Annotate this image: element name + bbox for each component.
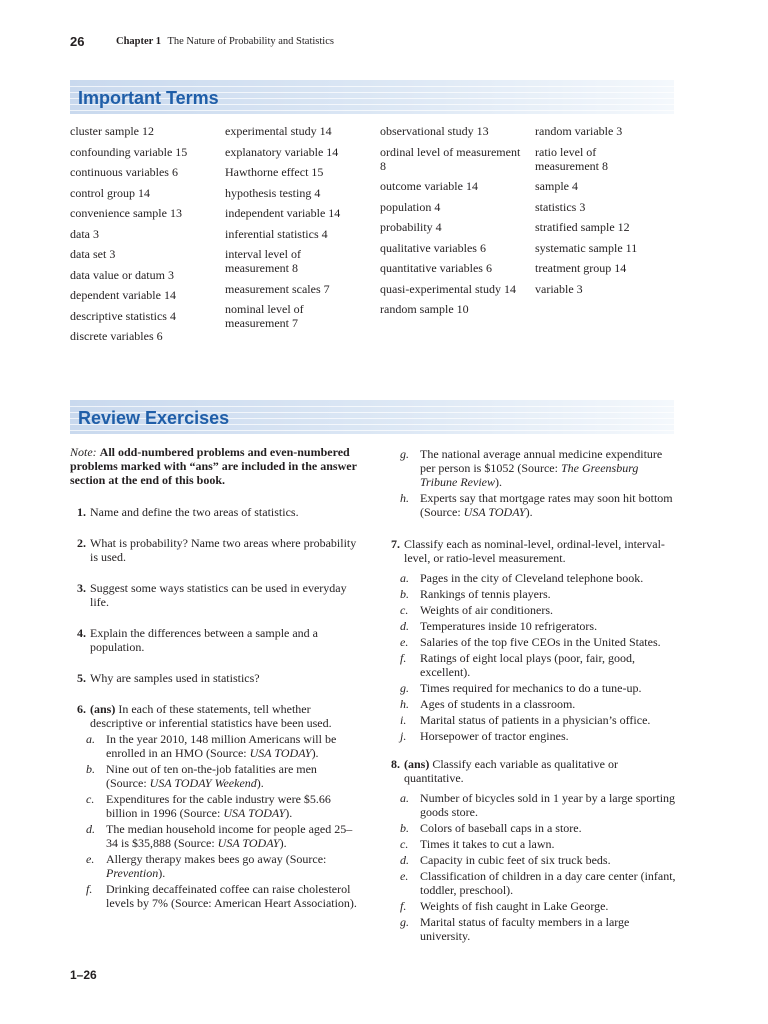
term: convenience sample 13 — [70, 206, 182, 220]
problem-7j: j. Horsepower of tractor engines. — [400, 729, 569, 743]
problem-7a: a. Pages in the city of Cleveland telephone book. — [400, 571, 644, 585]
problem-text: Suggest some ways statistics can be used in everyday life. — [90, 581, 347, 609]
term: ratio level of measurement 8 — [535, 144, 608, 173]
sub-text: Drinking decaffeinated coffee can raise cholesterol levels by 7% (Source: American Heart Association). — [106, 882, 357, 910]
problem-6c: c. Expenditures for the cable industry were $5.66 billion in 1996 (Source: USA TODAY). — [86, 792, 331, 820]
sub-text: Marital status of patients in a physician’s office. — [420, 713, 651, 727]
source-name: USA TODAY — [463, 505, 526, 519]
page-number: 26 — [70, 34, 85, 49]
problem-text: Classify each variable as qualitative or quantitative. — [404, 757, 618, 785]
note-text: All odd-numbered problems and even-numbered problems marked with “ans” are included in the answer section at the end of this book. — [70, 445, 357, 487]
review-exercises-heading: Review Exercises — [78, 408, 230, 428]
sub-text: Weights of air conditioners. — [420, 603, 554, 617]
problem-text: What is probability? Name two areas where probability is used. — [90, 536, 357, 564]
term: population 4 — [380, 199, 441, 214]
exercises-left-column — [70, 445, 360, 910]
term: statistics 3 — [535, 199, 586, 214]
term: confounding variable 15 — [70, 144, 188, 159]
term: stratified sample 12 — [535, 220, 630, 234]
sub-text: Experts say that mortgage rates may soon hit bottom (Source: — [420, 491, 673, 519]
sub-text: Expenditures for the cable industry were $5.66 billion in 1996 (Source: — [106, 792, 331, 820]
problem-6g: g. The national average annual medicine expenditure per person is $1052 (Source: The Greensburg Tribune Review). — [400, 447, 663, 489]
problem-8d: d. Capacity in cubic feet of six truck beds. — [400, 853, 611, 867]
problem-6b: b. Nine out of ten on-the-job fatalities are men (Source: USA TODAY Weekend). — [86, 762, 317, 790]
term: measurement scales 7 — [225, 281, 330, 296]
terms-column-2 — [225, 124, 355, 337]
problem-7f: f. Ratings of eight local plays (poor, fair, good, excellent). — [400, 651, 635, 679]
problem-7i: i. Marital status of patients in a physician’s office. — [400, 713, 651, 727]
sub-text: Times it takes to cut a lawn. — [420, 837, 555, 851]
important-terms-heading: Important Terms — [78, 88, 219, 108]
sub-text: Pages in the city of Cleveland telephone book. — [420, 571, 644, 585]
term: interval level of measurement 8 — [225, 247, 301, 275]
term: continuous variables 6 — [70, 165, 178, 179]
sub-text: Colors of baseball caps in a store. — [420, 821, 582, 835]
problem-7h: h. Ages of students in a classroom. — [400, 697, 576, 711]
sub-text: Weights of fish caught in Lake George. — [420, 899, 609, 913]
ans-marker: (ans) — [404, 757, 430, 771]
term: data 3 — [70, 226, 99, 241]
review-exercises-banner — [70, 400, 674, 434]
exercises-right-column — [384, 445, 676, 943]
problem-8c: c. Times it takes to cut a lawn. — [400, 837, 555, 851]
term: variable 3 — [535, 281, 583, 296]
term: inferential statistics 4 — [225, 226, 328, 241]
problem-8g: g. Marital status of faculty members in a large university. — [400, 915, 630, 943]
problem-7c: c. Weights of air conditioners. — [400, 603, 554, 617]
problem-6h: h. Experts say that mortgage rates may soon hit bottom (Source: USA TODAY). — [400, 491, 673, 519]
term: explanatory variable 14 — [225, 144, 339, 159]
term: ordinal level of measurement 8 — [380, 144, 521, 173]
sub-text: Ratings of eight local plays (poor, fair, good, excellent). — [420, 651, 635, 679]
chapter-label: Chapter 1 — [116, 36, 162, 47]
problem-7e: e. Salaries of the top five CEOs in the United States. — [400, 635, 661, 649]
sub-text: Ages of students in a classroom. — [420, 697, 576, 711]
term: experimental study 14 — [225, 124, 332, 138]
term: nominal level of measurement 7 — [225, 302, 304, 330]
term: quasi-experimental study 14 — [380, 281, 516, 296]
problem-8e: e. Classification of children in a day care center (infant, toddler, preschool). — [400, 869, 676, 897]
term: probability 4 — [380, 220, 442, 234]
problem-2: 2. What is probability? Name two areas where probability is used. — [77, 536, 357, 564]
note-label: Note: — [70, 445, 97, 459]
term: dependent variable 14 — [70, 288, 176, 302]
problem-text: In each of these statements, tell whether descriptive or inferential statistics have been used. — [90, 702, 332, 730]
problem-8f: f. Weights of fish caught in Lake George. — [400, 899, 609, 913]
term: random variable 3 — [535, 124, 623, 138]
problem-8b: b. Colors of baseball caps in a store. — [400, 821, 582, 835]
terms-column-4 — [535, 124, 655, 302]
term: data set 3 — [70, 247, 116, 261]
term: systematic sample 11 — [535, 240, 638, 255]
problem-6: 6. (ans) In each of these statements, tell whether descriptive or inferential statistics have been used. a. In the year 2010, 148 million Americans will be enrolled in an HMO (Source: USA TODAY). b. Nine out of ten on-the-job fatalities are men (Source: USA TODAY Weekend). c. Expenditures for the cable industry were $5.66 billion in 1996 (Source: USA TODAY). d. The median household income for people aged 25–34 is $35,888 (Source: USA TODAY). e. Allergy therapy makes bees go away (Source: Prevention). f. Drinking decaffeinated coffee can raise cholesterol levels by 7% (Source: American Heart Association). — [70, 702, 360, 910]
problem-6a: a. In the year 2010, 148 million Americans will be enrolled in an HMO (Source: USA TODAY). — [86, 732, 337, 760]
term: control group 14 — [70, 185, 150, 200]
term: hypothesis testing 4 — [225, 185, 321, 200]
problem-8: 8. (ans) Classify each variable as qualitative or quantitative. a. Number of bicycles sold in 1 year by a large sporting goods store. b. Colors of baseball caps in a store. c. Times it takes to cut a lawn. d. Capacity in cubic feet of six truck beds. e. Classification of children in a day care center (infant, toddler, preschool). f. Weights of fish caught in Lake George. g. Marital status of faculty members in a large university. — [384, 757, 676, 943]
terms-column-3 — [380, 124, 525, 323]
sub-text: Nine out of ten on-the-job fatalities are men (Source: — [106, 762, 317, 790]
problem-8a: a. Number of bicycles sold in 1 year by a large sporting goods store. — [400, 791, 676, 819]
sub-text: Capacity in cubic feet of six truck beds. — [420, 853, 611, 867]
term: data value or datum 3 — [70, 267, 174, 282]
term: cluster sample 12 — [70, 124, 154, 138]
problem-7d: d. Temperatures inside 10 refrigerators. — [400, 619, 598, 633]
term: random sample 10 — [380, 302, 469, 316]
running-head — [116, 36, 334, 47]
sub-text: Number of bicycles sold in 1 year by a large sporting goods store. — [420, 791, 676, 819]
problem-7g: g. Times required for mechanics to do a tune-up. — [400, 681, 642, 695]
sub-text: Allergy therapy makes bees go away (Source: — [106, 852, 327, 866]
sub-text: Salaries of the top five CEOs in the United States. — [420, 635, 661, 649]
footer-page-label: 1–26 — [70, 968, 97, 982]
term: independent variable 14 — [225, 206, 341, 220]
source-name: The Greensburg Tribune Review — [420, 461, 639, 489]
source-name: USA TODAY — [249, 746, 312, 760]
term: qualitative variables 6 — [380, 240, 486, 255]
problem-6f: f. Drinking decaffeinated coffee can raise cholesterol levels by 7% (Source: American Heart Association). — [86, 882, 357, 910]
important-terms-banner — [70, 80, 674, 114]
sub-text: The median household income for people aged 25–34 is $35,888 (Source: — [106, 822, 353, 850]
problem-5: 5. Why are samples used in statistics? — [77, 671, 260, 685]
sub-text: Times required for mechanics to do a tune-up. — [420, 681, 642, 695]
problem-text: Why are samples used in statistics? — [90, 671, 260, 685]
chapter-title: The Nature of Probability and Statistics — [167, 36, 334, 47]
sub-text: In the year 2010, 148 million Americans will be enrolled in an HMO (Source: — [106, 732, 337, 760]
term: descriptive statistics 4 — [70, 308, 176, 323]
problem-6e: e. Allergy therapy makes bees go away (Source: Prevention). — [86, 852, 327, 880]
term: outcome variable 14 — [380, 179, 478, 193]
problem-text: Explain the differences between a sample and a population. — [90, 626, 319, 654]
problem-1: 1. Name and define the two areas of statistics. — [77, 505, 299, 519]
source-name: USA TODAY — [223, 806, 286, 820]
sub-text: Rankings of tennis players. — [420, 587, 551, 601]
answer-note — [70, 445, 360, 487]
sub-text: Horsepower of tractor engines. — [420, 729, 569, 743]
sub-text: Marital status of faculty members in a large university. — [420, 915, 630, 943]
problem-text: Name and define the two areas of statistics. — [90, 505, 299, 519]
sub-text: The national average annual medicine expenditure per person is $1052 (Source: — [420, 447, 663, 475]
problem-7: 7. Classify each as nominal-level, ordinal-level, interval-level, or ratio-level measurement. a. Pages in the city of Cleveland telephone book. b. Rankings of tennis players. c. Weights of air conditioners. d. Temperatures inside 10 refrigerators. e. Salaries of the top five CEOs in the United States. f. Ratings of eight local plays (poor, fair, good, excellent). g. Times required for mechanics to do a tune-up. h. Ages of students in a classroom. i. Marital status of patients in a physician’s office. j. Horsepower of tractor engines. — [384, 537, 676, 743]
problem-4: 4. Explain the differences between a sample and a population. — [77, 626, 319, 654]
problem-text: Classify each as nominal-level, ordinal-level, interval-level, or ratio-level measurement. — [404, 537, 665, 565]
term: discrete variables 6 — [70, 329, 163, 343]
term: treatment group 14 — [535, 261, 627, 275]
source-name: USA TODAY Weekend — [149, 776, 257, 790]
term: Hawthorne effect 15 — [225, 165, 324, 179]
problem-6d: d. The median household income for people aged 25–34 is $35,888 (Source: USA TODAY). — [86, 822, 353, 850]
sub-text: Temperatures inside 10 refrigerators. — [420, 619, 598, 633]
terms-column-1 — [70, 124, 220, 350]
source-name: Prevention — [106, 866, 159, 880]
problem-7b: b. Rankings of tennis players. — [400, 587, 551, 601]
term: quantitative variables 6 — [380, 261, 492, 275]
ans-marker: (ans) — [90, 702, 116, 716]
source-name: USA TODAY — [217, 836, 280, 850]
problem-3: 3. Suggest some ways statistics can be used in everyday life. — [77, 581, 347, 609]
term: sample 4 — [535, 179, 578, 193]
sub-text: Classification of children in a day care center (infant, toddler, preschool). — [420, 869, 676, 897]
term: observational study 13 — [380, 124, 489, 138]
